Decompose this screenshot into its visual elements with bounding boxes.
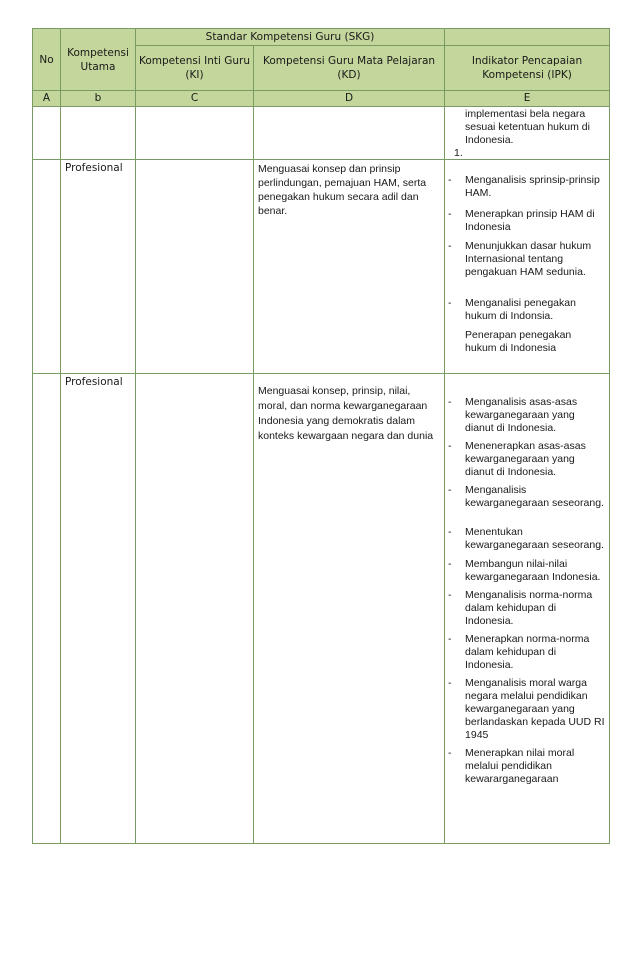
indicator-item: - Menerapkan norma-norma dalam kehidupan di Indonesia. — [448, 633, 590, 671]
letter-d: D — [254, 91, 445, 107]
indicator-item: - Membangun nilai-nilai kewarganegaraan Indonesia. — [448, 558, 601, 583]
indicator-item: - Menganalisi penegakan hukum di Indonsia. — [448, 297, 576, 322]
kd-cell — [254, 160, 445, 374]
indicator-item: - Menenerapkan asas-asas kewarganegaraan yang dianut di Indonesia. — [448, 440, 586, 478]
kompetensi-label: Profesional — [65, 162, 123, 174]
letter-a: A — [33, 91, 61, 107]
letter-row — [33, 91, 610, 107]
kd-text: Menguasai konsep dan prinsip perlindungan, pemajuan HAM, serta penegakan hukum secara adil dan benar. — [258, 163, 427, 217]
table-row — [33, 160, 610, 374]
indicator-item: - Menganalisis norma-norma dalam kehidupan di Indonesia. — [448, 589, 593, 627]
continuation-number: 1. — [454, 147, 463, 159]
indicator-item: - Menganalisis sprinsip-prinsip HAM. — [448, 174, 600, 199]
kd-cell — [254, 374, 445, 844]
indicator-item: - Menerapkan nilai moral melalui pendidikan kewararganegaraan — [448, 747, 575, 785]
table-row — [33, 374, 610, 844]
indicator-item: - Menunjukkan dasar hukum Internasional tentang pengakuan HAM sedunia. — [448, 240, 592, 278]
letter-e: E — [445, 91, 610, 107]
header-skg: Standar Kompetensi Guru (SKG) — [136, 29, 445, 46]
header-ki: Kompetensi Inti Guru (KI) — [136, 46, 254, 91]
indicator-cell — [445, 374, 610, 844]
header-row-1 — [33, 29, 610, 46]
kompetensi-label: Profesional — [65, 376, 123, 388]
header-no: No — [33, 29, 61, 91]
header-blank — [445, 29, 610, 46]
indicator-item: - Menganalisis kewarganegaraan seseorang. — [448, 484, 604, 509]
continuation-cell — [445, 107, 610, 160]
indicator-item: - Menganalisis moral warga negara melalui pendidikan kewarganegaraan yang berlandaskan kepada UUD RI 1945 — [448, 677, 605, 741]
letter-b: b — [61, 91, 136, 107]
kompetensi-cell — [61, 160, 136, 374]
indicator-item: - Menentukan kewarganegaraan seseorang. — [448, 526, 604, 551]
indicator-cell — [445, 160, 610, 374]
kd-text: Menguasai konsep, prinsip, nilai, moral, dan norma kewarganegaraan Indonesia yang demokratis dalam konteks kewargaan negara dan dunia — [258, 385, 434, 442]
indicator-item: - Menganalisis asas-asas kewarganegaraan yang dianut di Indonesia. — [448, 396, 578, 434]
kompetensi-cell — [61, 374, 136, 844]
header-kompetensi-utama: Kompetensi Utama — [61, 29, 136, 91]
letter-c: C — [136, 91, 254, 107]
continuation-text: implementasi bela negara sesuai ketentuan hukum di Indonesia. — [465, 108, 590, 146]
competency-table — [32, 28, 610, 844]
indicator-item: Penerapan penegakan hukum di Indonesia — [465, 329, 572, 354]
continuation-row — [33, 107, 610, 160]
header-ipk: Indikator Pencapaian Kompetensi (IPK) — [445, 46, 610, 91]
indicator-item: - Menerapkan prinsip HAM di Indonesia — [448, 208, 595, 233]
header-kd: Kompetensi Guru Mata Pelajaran (KD) — [254, 46, 445, 91]
